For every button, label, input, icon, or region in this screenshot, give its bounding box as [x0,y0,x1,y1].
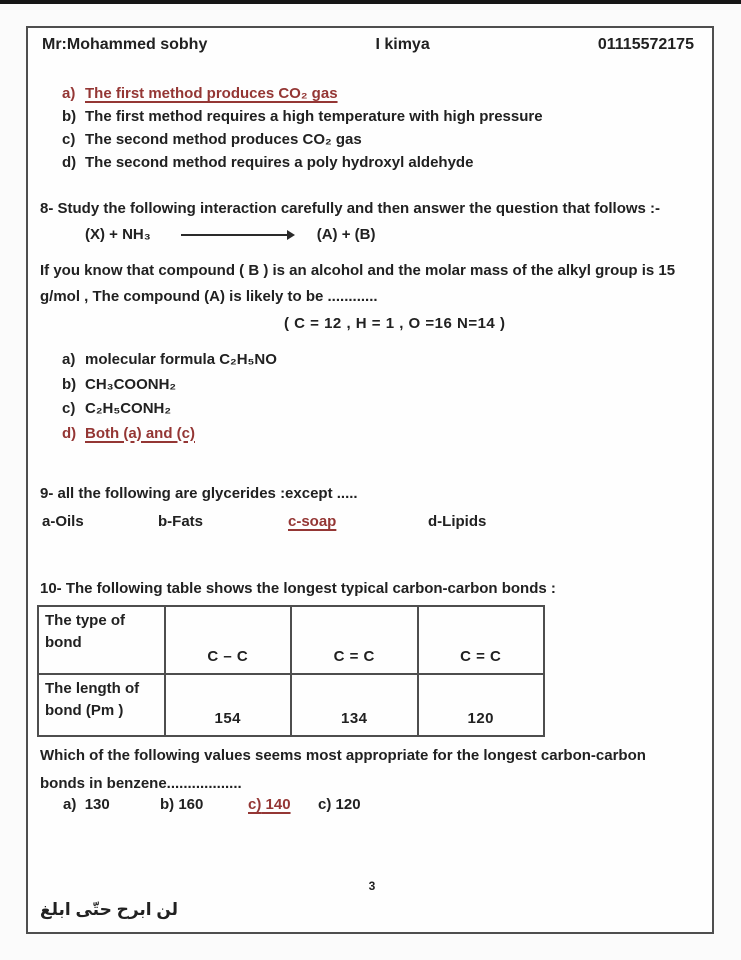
question8-body-line2: g/mol , The compound (A) is likely to be ............ [40,288,378,305]
option-marker: a) [63,796,77,813]
option-text: The second method produces CO₂ gas [85,131,362,148]
row-header-bond-type: The type of bond [38,606,165,674]
option-marker: b) [62,108,77,125]
page-number: 3 [368,879,376,893]
cell-single-bond: C – C [165,606,292,674]
q10-option-c-highlighted [248,796,291,813]
option-marker: d) [62,154,77,171]
option-c [62,128,543,151]
option-b [62,105,543,128]
q9-option-soap-highlighted: c-soap [288,513,337,530]
option-marker: c) [62,131,76,148]
cell-length-134: 134 [291,674,418,736]
option-d [62,422,277,447]
question10-heading: 10- The following table shows the longest typical carbon-carbon bonds : [40,580,556,597]
option-a [62,82,543,105]
option-text: CH₃COONH₂ [85,375,177,393]
phone-number: 01115572175 [597,36,694,53]
reaction-products: (A) + (B) [316,226,376,243]
option-text: C₂H₅CONH₂ [85,400,172,417]
subject-title: I kimya [375,36,430,53]
option-text: The first method requires a high temperature with high pressure [85,108,543,125]
bond-length-table [37,605,545,737]
scan-top-edge [0,0,741,4]
exam-page-frame [26,26,714,934]
option-marker: d) [62,424,77,442]
teacher-name: Mr:Mohammed sobhy [42,36,208,53]
option-a [62,348,277,373]
reaction-arrow-icon [181,234,293,236]
cell-triple-bond: C = C [418,606,545,674]
option-text-highlighted: The first method produces CO₂ gas [85,85,338,102]
reaction-equation [85,226,375,243]
page-header [42,36,694,54]
option-text: 130 [84,796,110,813]
q9-option-lipids: d-Lipids [428,513,487,530]
table-row [38,606,544,674]
option-text: 140 [265,796,291,813]
reaction-reactants: (X) + NH₃ [85,226,151,243]
option-marker: b) [62,375,77,393]
question10-body-line2: bonds in benzene.................. [40,775,242,792]
option-text-highlighted: Both (a) and (c) [85,424,195,442]
question8-options [62,348,277,446]
question10-body [40,742,646,798]
q9-option-fats: b-Fats [158,513,203,530]
option-marker: b) [160,796,175,813]
question8-body-line1: If you know that compound ( B ) is an alcohol and the molar mass of the alkyl group is 15 [40,262,676,279]
question9-heading: 9- all the following are glycerides :except ..... [40,485,358,502]
option-text: molecular formula C₂H₅NO [85,351,277,368]
q10-option-b [160,796,203,813]
option-marker: c) [62,400,76,417]
table-row [38,674,544,736]
question8-heading: 8- Study the following interaction carefully and then answer the question that follows :- [40,200,661,217]
question10-body-line1: Which of the following values seems most appropriate for the longest carbon-carbon [40,747,646,764]
option-text: 160 [178,796,204,813]
cell-double-bond: C = C [291,606,418,674]
option-b [62,373,277,398]
row-header-bond-length: The length of bond (Pm ) [38,674,165,736]
question7-options [62,82,543,174]
option-marker: a) [62,85,76,102]
cell-length-120: 120 [418,674,545,736]
cell-length-154: 154 [165,674,292,736]
q9-option-oils: a-Oils [42,513,84,530]
option-c [62,397,277,422]
option-marker: c) [318,796,332,813]
option-text: The second method requires a poly hydroxyl aldehyde [85,154,474,171]
option-marker: a) [62,351,76,368]
option-marker: c) [248,796,262,813]
atomic-masses-note: ( C = 12 , H = 1 , O =16 N=14 ) [284,315,506,332]
arabic-footer-note: لن ابرح حتّى ابلغ [40,900,179,919]
q10-option-a [63,796,110,813]
option-d [62,151,543,174]
q10-option-c2 [318,796,361,813]
option-text: 120 [335,796,361,813]
question8-body [40,258,675,310]
